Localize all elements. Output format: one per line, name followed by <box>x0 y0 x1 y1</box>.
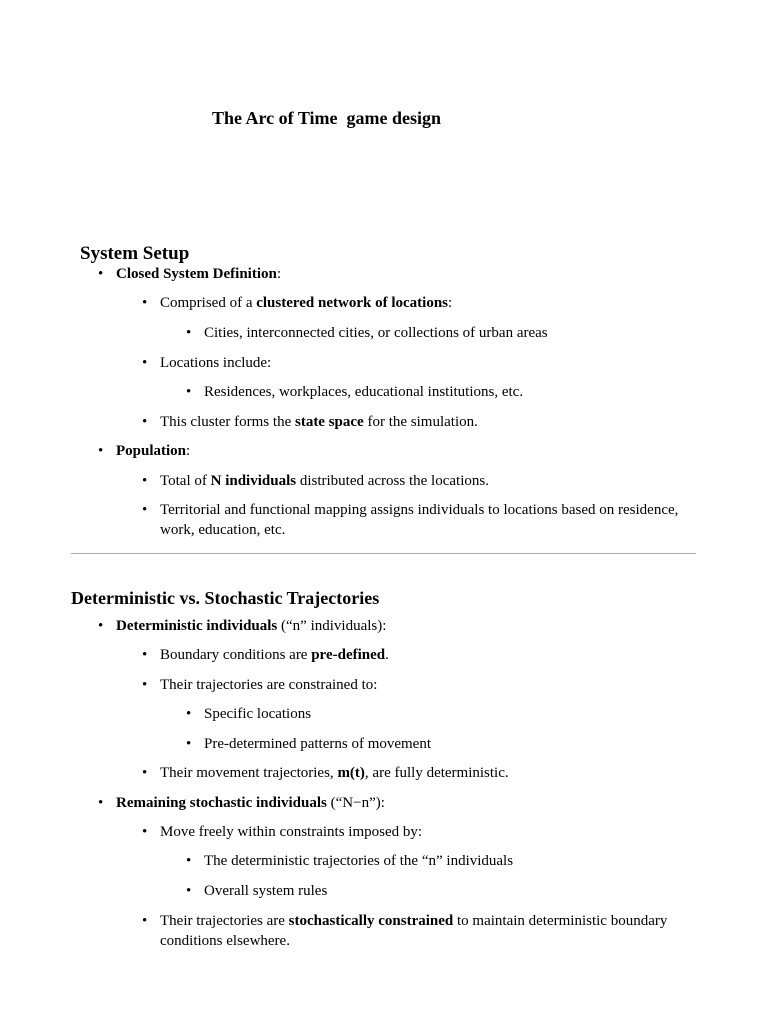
bullet-icon: • <box>186 883 192 899</box>
bullet-icon: • <box>186 736 192 752</box>
bullet-icon: • <box>142 355 148 371</box>
bullet-icon: • <box>142 824 148 840</box>
bullet-icon: • <box>186 853 192 869</box>
list-item-stochastic-individuals: • Remaining stochastic individuals (“N−n”): <box>98 795 385 811</box>
list-item-territorial-mapping: • Territorial and functional mapping assigns individuals to locations based on residence, work, education, etc. <box>142 502 679 538</box>
section-heading-system-setup: System Setup <box>80 243 190 264</box>
list-item-residences: • Residences, workplaces, educational institutions, etc. <box>186 384 524 400</box>
list-item-comprised: • Comprised of a clustered network of locations: <box>142 295 453 311</box>
list-item-deterministic-individuals: • Deterministic individuals (“n” individuals): <box>98 618 387 634</box>
bullet-icon: • <box>142 473 148 489</box>
section-divider <box>71 553 696 554</box>
bullet-icon: • <box>142 414 148 430</box>
section-heading-trajectories: Deterministic vs. Stochastic Trajectories <box>71 588 380 608</box>
list-item-cities: • Cities, interconnected cities, or collections of urban areas <box>186 325 548 341</box>
bullet-icon: • <box>142 295 148 311</box>
list-item-predetermined-patterns: • Pre-determined patterns of movement <box>186 736 432 752</box>
bullet-icon: • <box>142 502 148 518</box>
bullet-icon: • <box>142 765 148 781</box>
list-item-closed-system: • Closed System Definition: <box>98 266 282 282</box>
bullet-icon: • <box>98 795 104 811</box>
list-item-population: • Population: <box>98 443 191 459</box>
bullet-icon: • <box>186 325 192 341</box>
document-title: The Arc of Time game design <box>212 108 441 128</box>
bullet-icon: • <box>98 443 104 459</box>
list-item-state-space: • This cluster forms the state space for the simulation. <box>142 414 478 430</box>
list-item-stochastically-constrained: • Their trajectories are stochastically constrained to maintain deterministic boundary conditions elsewhere. <box>142 913 668 949</box>
list-item-overall-rules: • Overall system rules <box>186 883 328 899</box>
list-item-boundary-conditions: • Boundary conditions are pre-defined. <box>142 647 389 663</box>
bullet-icon: • <box>186 706 192 722</box>
bullet-icon: • <box>98 618 104 634</box>
bullet-icon: • <box>142 913 148 929</box>
bullet-icon: • <box>186 384 192 400</box>
bullet-icon: • <box>142 647 148 663</box>
list-item-deterministic-trajectories-n: • The deterministic trajectories of the “n” individuals <box>186 853 514 869</box>
list-item-movement-trajectories: • Their movement trajectories, m(t), are fully deterministic. <box>142 765 509 781</box>
list-item-total-individuals: • Total of N individuals distributed across the locations. <box>142 473 489 489</box>
bullet-icon: • <box>98 266 104 282</box>
list-item-constrained-to: • Their trajectories are constrained to: <box>142 677 378 693</box>
list-item-locations-include: • Locations include: <box>142 355 272 371</box>
list-item-move-freely: • Move freely within constraints imposed by: <box>142 824 423 840</box>
bullet-icon: • <box>142 677 148 693</box>
list-item-specific-locations: • Specific locations <box>186 706 312 722</box>
